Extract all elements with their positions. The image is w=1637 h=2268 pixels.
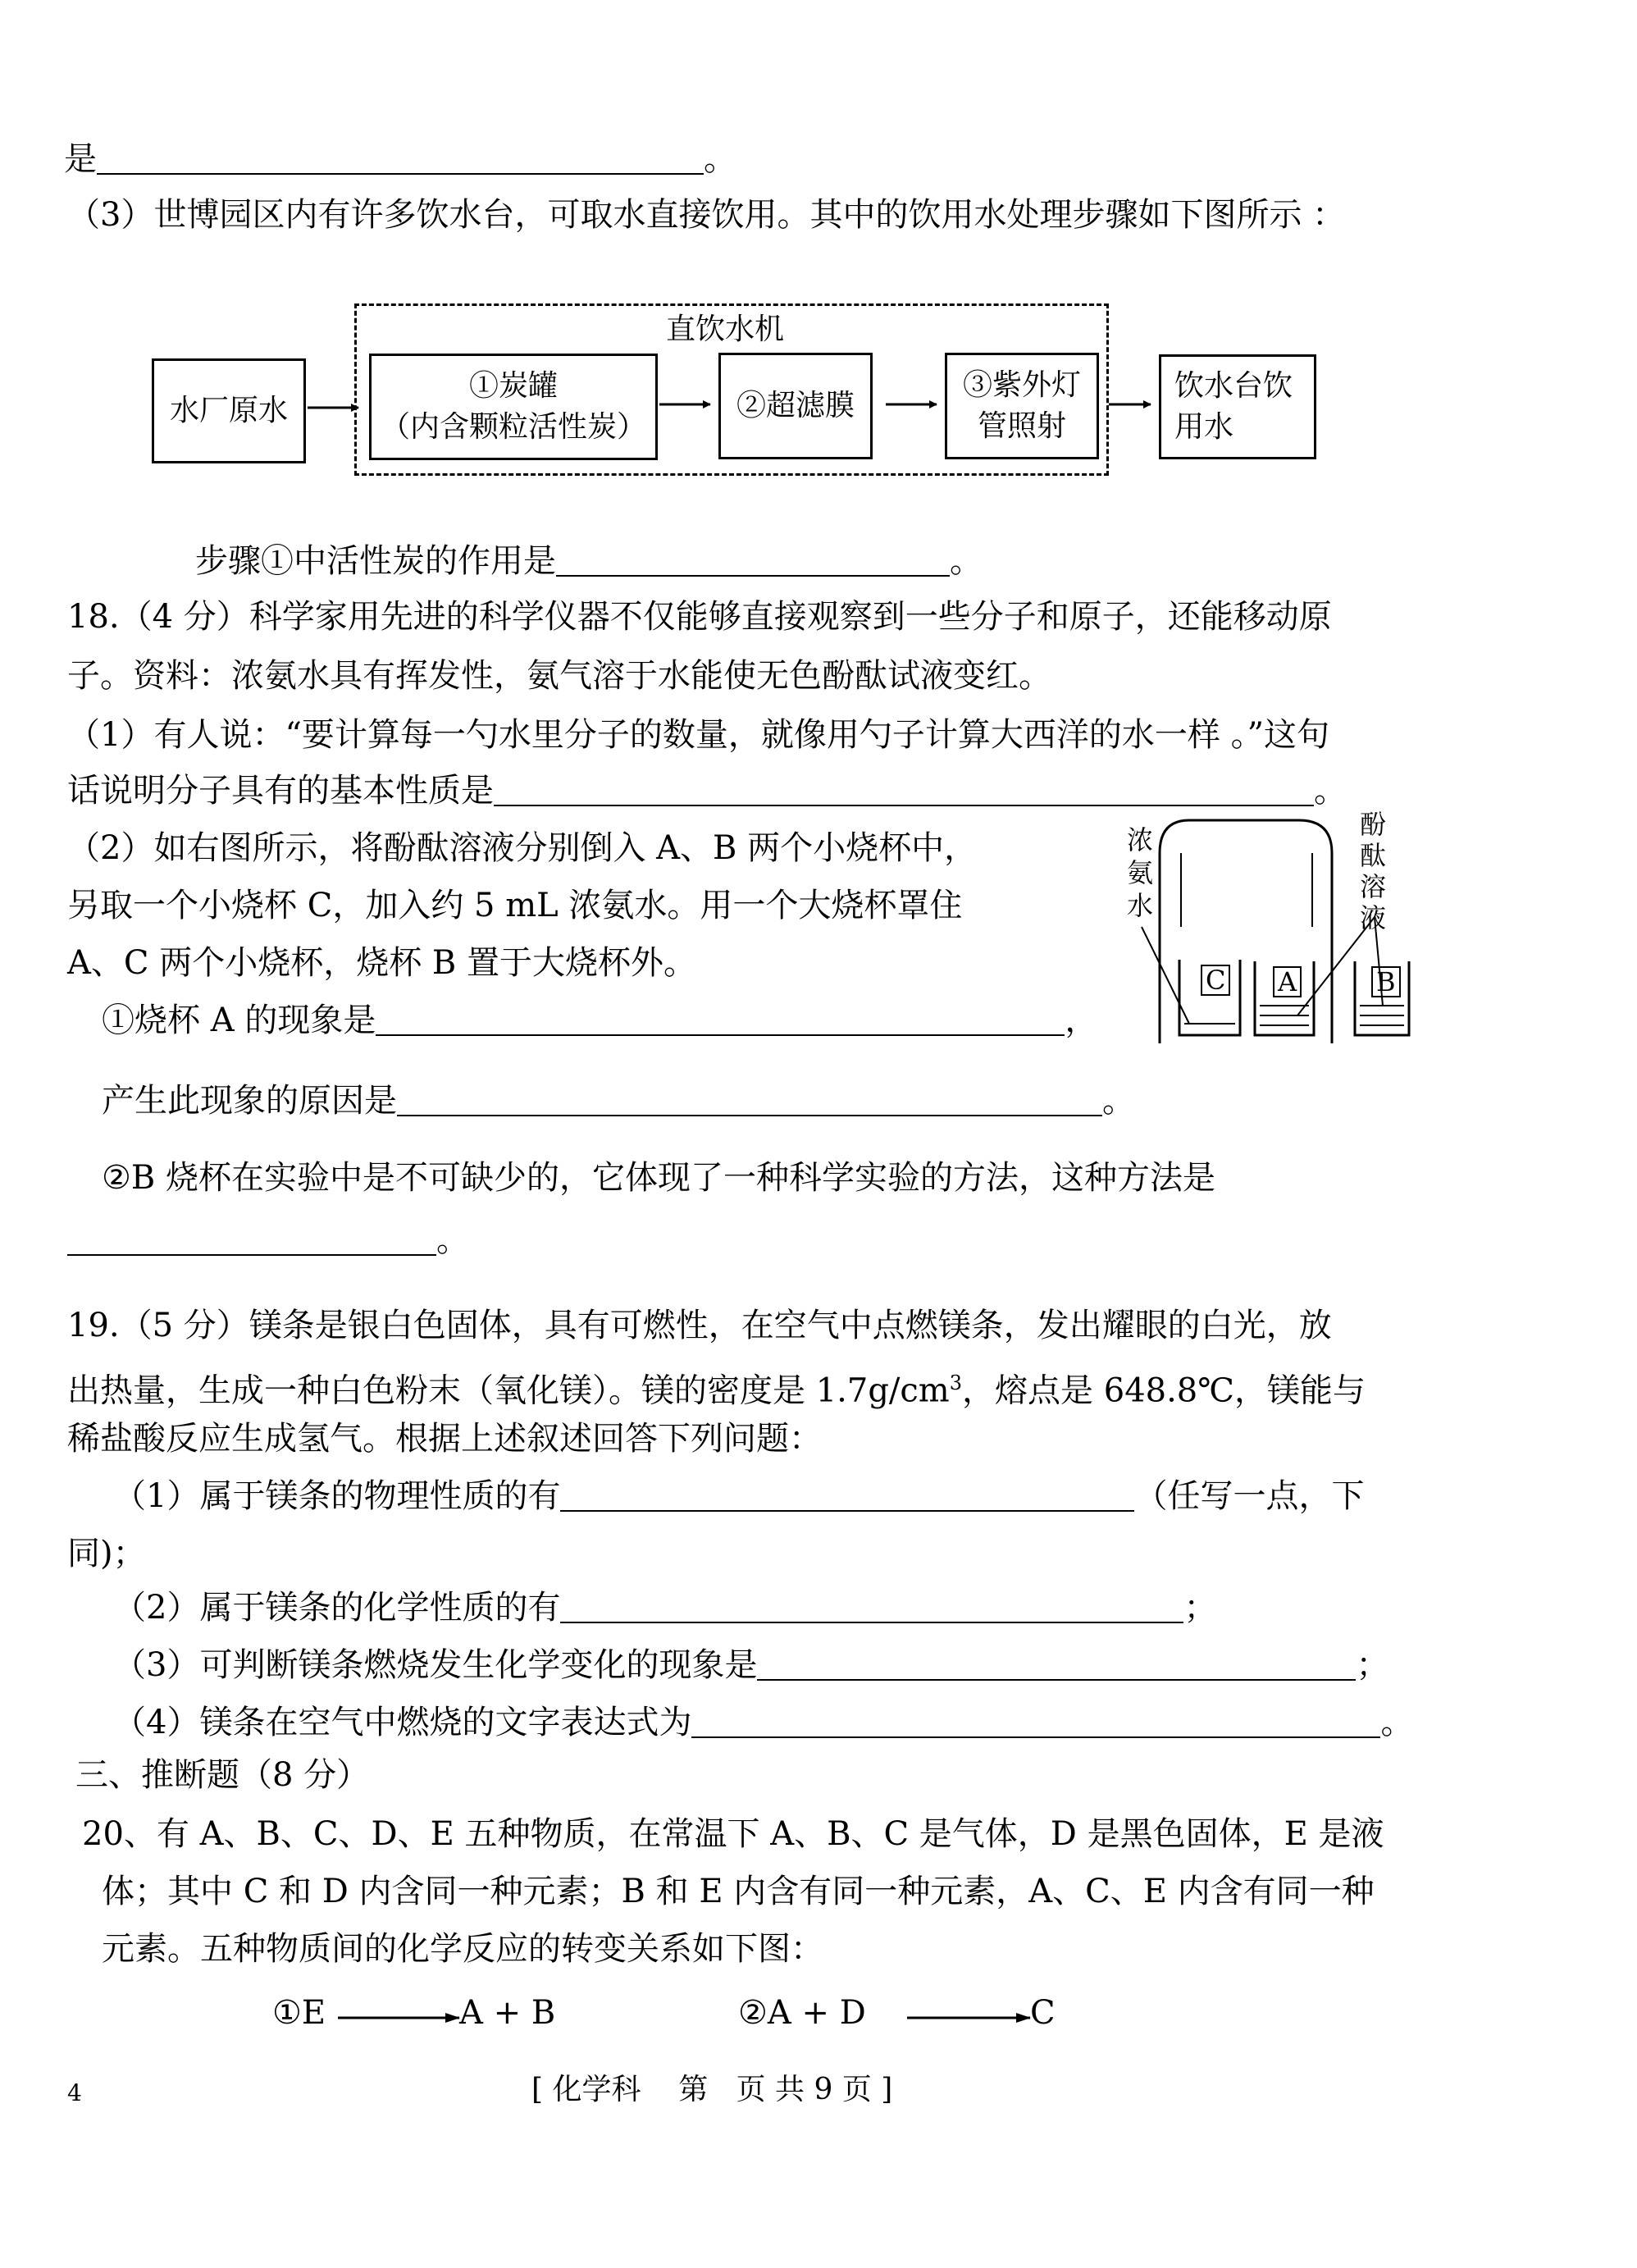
- flow-box-carbon-tank: ①炭罐 （内含颗粒活性炭）: [369, 354, 658, 460]
- q19-part2: （2）属于镁条的化学性质的有 ；: [113, 1589, 1217, 1627]
- q20-line3: 元素。五种物质间的化学反应的转变关系如下图：: [102, 1930, 823, 1968]
- footer-text: [ 化学科 第 页 共 9 页 ]: [531, 2073, 893, 2106]
- q20-line2: 体；其中 C 和 D 内含同一种元素；B 和 E 内含有同一种元素，A、C、E 内含有同一种: [102, 1873, 1375, 1910]
- answer-blank[interactable]: [691, 1707, 1380, 1738]
- q19-part4: （4）镁条在空气中燃烧的文字表达式为 。: [113, 1704, 1414, 1741]
- q19-part3: （3）可判断镁条燃烧发生化学变化的现象是 ；: [113, 1646, 1389, 1684]
- q17-continuation-line: 是 。: [64, 140, 736, 178]
- q18-part1-line1: （1）有人说：“要计算每一勺水里分子的数量，就像用勺子计算大西洋的水一样 。”这句: [67, 716, 1330, 754]
- label-phenolphthalein: 酚 酞 溶 液: [1360, 809, 1387, 933]
- q19-line3: 稀盐酸反应生成氢气。根据上述叙述回答下列问题：: [67, 1420, 822, 1458]
- reaction1-left: ①E: [272, 1994, 326, 2032]
- flow-box-uv-lamp: ③紫外灯 管照射: [945, 353, 1099, 459]
- large-beaker-icon: [1160, 820, 1332, 1043]
- q19-line2: 出热量，生成一种白色粉末（氧化镁）。镁的密度是 $1.7g/cm^3$，熔点是 648.8℃，镁能与: [67, 1371, 1366, 1410]
- section3-title: 三、推断题（8 分）: [75, 1756, 370, 1794]
- machine-label: 直饮水机: [666, 313, 785, 346]
- page-number: 4: [67, 2079, 82, 2106]
- q20-line1: 20、有 A、B、C、D、E 五种物质，在常温下 A、B、C 是气体，D 是黑色固体，E 是液: [82, 1815, 1384, 1853]
- q18-sub1: ①烧杯 A 的现象是 ，: [102, 1002, 1098, 1039]
- flow-box-output: 饮水台饮 用水: [1159, 354, 1316, 459]
- answer-blank[interactable]: [560, 1481, 1134, 1512]
- flow-box-source: 水厂原水: [152, 358, 306, 463]
- q18-line2: 子。资料：浓氨水具有挥发性，氨气溶于水能使无色酚酞试液变红。: [67, 657, 1051, 695]
- beaker-c-label: C: [1201, 965, 1230, 996]
- q19-part1: （1）属于镁条的物理性质的有 （任写一点，下: [113, 1477, 1365, 1515]
- reaction2-right: C: [1030, 1994, 1056, 2032]
- answer-blank[interactable]: [560, 1592, 1183, 1623]
- q18-sub1b: 产生此现象的原因是 。: [102, 1082, 1135, 1120]
- q18-part2-line2: 另取一个小烧杯 C，加入约 5 mL 浓氨水。用一个大烧杯罩住: [67, 887, 963, 924]
- q18-sub2-line1: ②B 烧杯在实验中是不可缺少的，它体现了一种科学实验的方法，这种方法是: [102, 1159, 1215, 1197]
- q17-step-question: 步骤①中活性炭的作用是 。: [195, 542, 983, 580]
- q18-line1: 18.（4 分）科学家用先进的科学仪器不仅能够直接观察到一些分子和原子，还能移动原: [67, 598, 1332, 636]
- q17-part3-text: （3）世博园区内有许多饮水台，可取水直接饮用。其中的饮用水处理步骤如下图所示 ：: [67, 196, 1346, 234]
- beaker-a-label: A: [1273, 966, 1302, 997]
- q18-part1-line2: 话说明分子具有的基本性质是 。: [67, 772, 1347, 810]
- flow-box-ultrafiltration: ②超滤膜: [718, 353, 873, 459]
- q19-line1: 19.（5 分）镁条是银白色固体，具有可燃性，在空气中点燃镁条，发出耀眼的白光，放: [67, 1307, 1332, 1344]
- beaker-b-label: B: [1371, 966, 1401, 997]
- q18-part2-line1: （2）如右图所示，将酚酞溶液分别倒入 A、B 两个小烧杯中，: [67, 829, 978, 867]
- reaction2-left: ②A + D: [738, 1994, 866, 2032]
- label-ammonia: 浓 氨 水: [1127, 824, 1154, 921]
- answer-blank[interactable]: [757, 1650, 1356, 1681]
- q18-part2-line3: A、C 两个小烧杯，烧杯 B 置于大烧杯外。: [67, 944, 697, 982]
- q18-sub2-line2: 。: [67, 1221, 469, 1260]
- answer-blank[interactable]: [67, 1225, 436, 1256]
- reaction1-right: A + B: [459, 1994, 556, 2032]
- q19-part1-cont: 同)；: [67, 1535, 146, 1572]
